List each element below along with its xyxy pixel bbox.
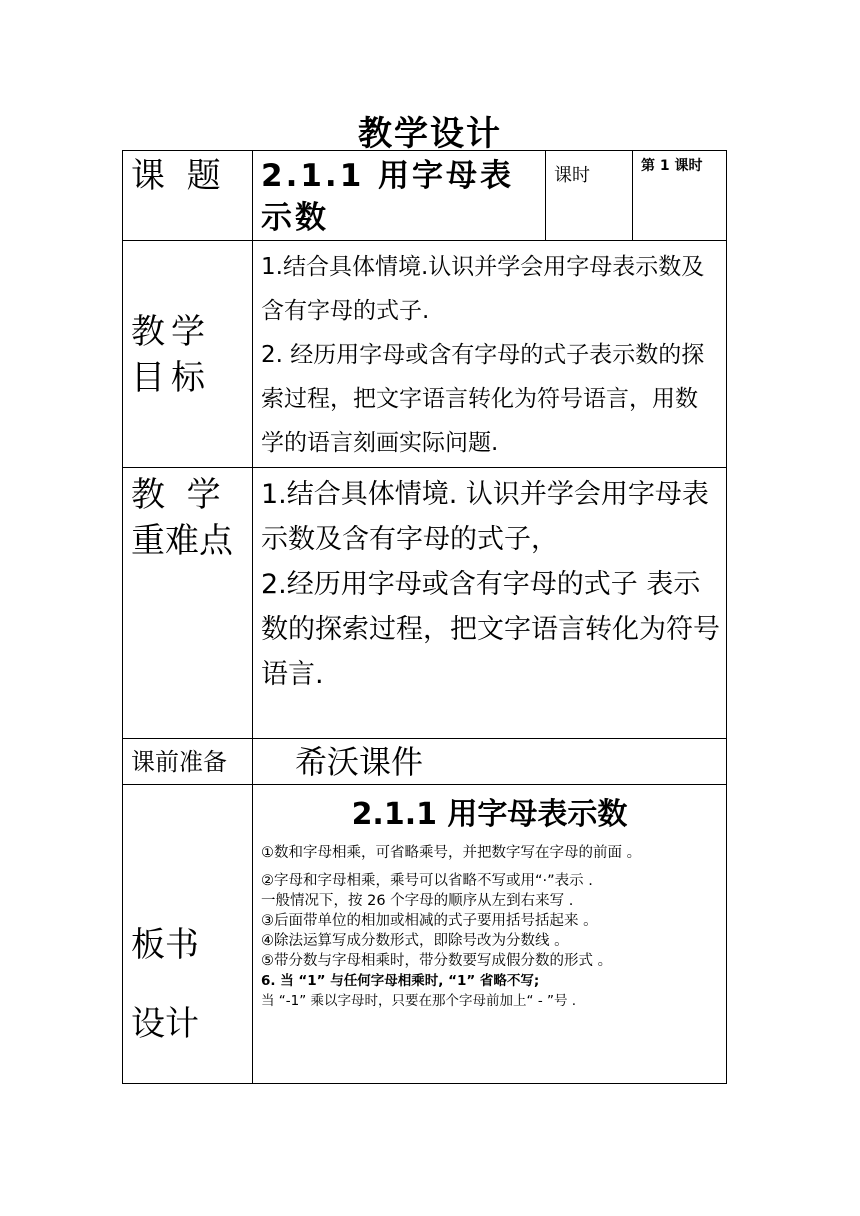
goals-row <box>123 241 727 468</box>
board-line-6: ⑤带分数与字母相乘时，带分数要写成假分数的形式 。 <box>261 953 613 969</box>
board-row <box>123 785 727 1084</box>
board-label-top: 板书 <box>131 925 199 965</box>
board-line-5: ④除法运算写成分数形式，即除号改为分数线 。 <box>261 933 569 949</box>
difficulty-row <box>123 468 727 739</box>
period-value: 第 1 课时 <box>633 151 727 241</box>
board-line-2: ②字母和字母相乘，乘号可以省略不写或用“·”表示 . <box>261 873 593 889</box>
difficulty-label: 教 学重难点 <box>123 468 253 739</box>
board-label <box>123 785 253 1084</box>
goals-label: 教学目标 <box>123 241 253 468</box>
board-line-1: ①数和字母相乘，可省略乘号，并把数字写在字母的前面 。 <box>261 845 642 861</box>
goal-item-2: 2. 经历用字母或含有字母的式子表示数的探索过程，把文字语言转化为符号语言，用数学的语言刻画实际问题. <box>261 342 705 456</box>
difficulty-item-2: 2.经历用字母或含有字母的式子 表示数的探索过程，把文字语言转化为符号语言. <box>261 569 720 690</box>
board-line-3: 一般情况下，按 26 个字母的顺序从左到右来写 . <box>261 893 574 909</box>
prep-row <box>123 739 727 785</box>
period-label: 课时 <box>546 151 633 241</box>
board-lines <box>253 843 726 1011</box>
prep-label: 课前准备 <box>123 739 253 785</box>
board-content <box>253 785 727 1084</box>
board-line-8: 当 “-1” 乘以字母时，只要在那个字母前加上“ - ”号 . <box>261 993 577 1009</box>
topic-value: 2.1.1 用字母表示数 <box>253 151 546 241</box>
prep-value: 希沃课件 <box>253 739 727 785</box>
board-label-bottom: 设计 <box>131 1004 199 1044</box>
board-line-7: 6. 当 “1” 与任何字母相乘时, “1” 省略不写; <box>261 973 540 989</box>
lesson-plan-table <box>122 150 727 1084</box>
topic-row <box>123 151 727 241</box>
goals-content <box>253 241 727 468</box>
topic-label: 课 题 <box>123 151 253 241</box>
board-line-4: ③后面带单位的相加或相减的式子要用括号括起来 。 <box>261 913 598 929</box>
difficulty-item-1: 1.结合具体情境. 认识并学会用字母表示数及含有字母的式子， <box>261 479 709 555</box>
goal-item-1: 1.结合具体情境.认识并学会用字母表示数及含有字母的式子. <box>261 254 705 324</box>
board-heading: 2.1.1 用字母表示数 <box>351 797 628 832</box>
difficulty-content <box>253 468 727 739</box>
document-title: 教学设计 <box>358 114 502 154</box>
